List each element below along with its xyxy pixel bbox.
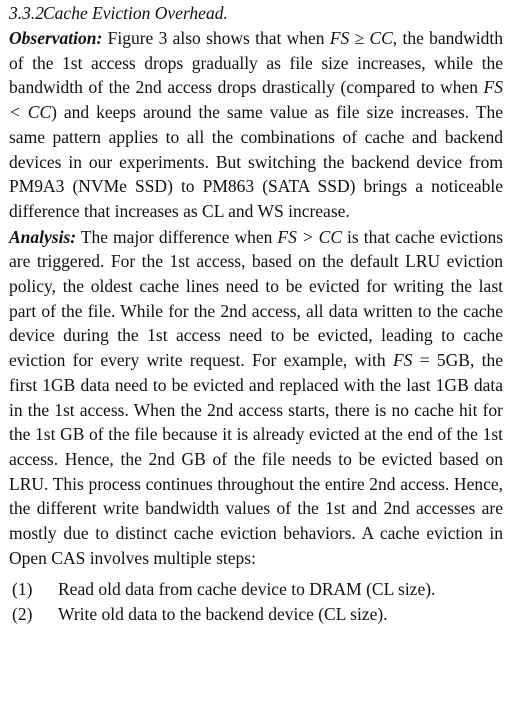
analysis-math-1: FS > CC — [277, 226, 343, 247]
step-number: (1) — [12, 579, 33, 600]
step-text: Write old data to the backend device (CL size). — [58, 604, 388, 625]
observation-math-1: FS ≥ CC — [329, 28, 393, 48]
observation-text-1: Figure 3 also shows that when — [102, 28, 330, 48]
observation-paragraph — [9, 26, 503, 224]
list-item — [9, 602, 503, 627]
analysis-text-3: = 5GB, the first 1GB data need to be evicted and replaced with the last 1GB data in the 1st access. When the 2nd access starts, there is no cache hit for the 1st GB of the file because it is already evicted at the end of the 1st access. Hence, the 2nd GB of the file needs to be evicted based on LRU. This process continues throughout the entire 2nd access. Hence, the different write bandwidth values of the 1st and 2nd accesses are mostly due to distinct cache eviction behaviors. A cache eviction in Open CAS involves multiple steps: — [9, 350, 503, 568]
observation-lead: Observation: — [9, 28, 103, 48]
observation-math-2: FS < CC — [9, 77, 503, 123]
list-item — [9, 577, 503, 602]
step-text: Read old data from cache device to DRAM (CL size). — [58, 579, 436, 600]
eviction-steps-list — [9, 577, 503, 626]
section-number: 3.3.2 — [9, 3, 44, 23]
analysis-lead: Analysis: — [9, 226, 77, 247]
analysis-text-1: The major difference when — [76, 226, 278, 247]
analysis-paragraph — [9, 225, 503, 571]
step-number: (2) — [12, 604, 33, 625]
observation-text-2: , the bandwidth of the 1st access drops gradually as file size increases, while the bandwidth of the 2nd access drops drastically (compared to when — [9, 28, 503, 98]
observation-text-3: ) and keeps around the same value as file size increases. The same pattern applies to all the combinations of cache and backend devices in our experiments. But switching the backend device from PM9A3 (NVMe SSD) to PM863 (SATA SSD) brings a noticeable difference that increases as CL and WS increase. — [9, 102, 503, 221]
section-title: Cache Eviction Overhead. — [43, 3, 228, 23]
analysis-text-2: is that cache evictions are triggered. For the 1st access, based on the default LRU eviction policy, the oldest cache lines need to be evicted for writing the last part of the file. While for the 2nd access, all data written to the cache device during the 1st access need to be evicted, leading to cache eviction for every write request. For example, with — [9, 226, 504, 371]
analysis-math-2: FS — [392, 350, 413, 371]
section-heading — [9, 2, 503, 26]
